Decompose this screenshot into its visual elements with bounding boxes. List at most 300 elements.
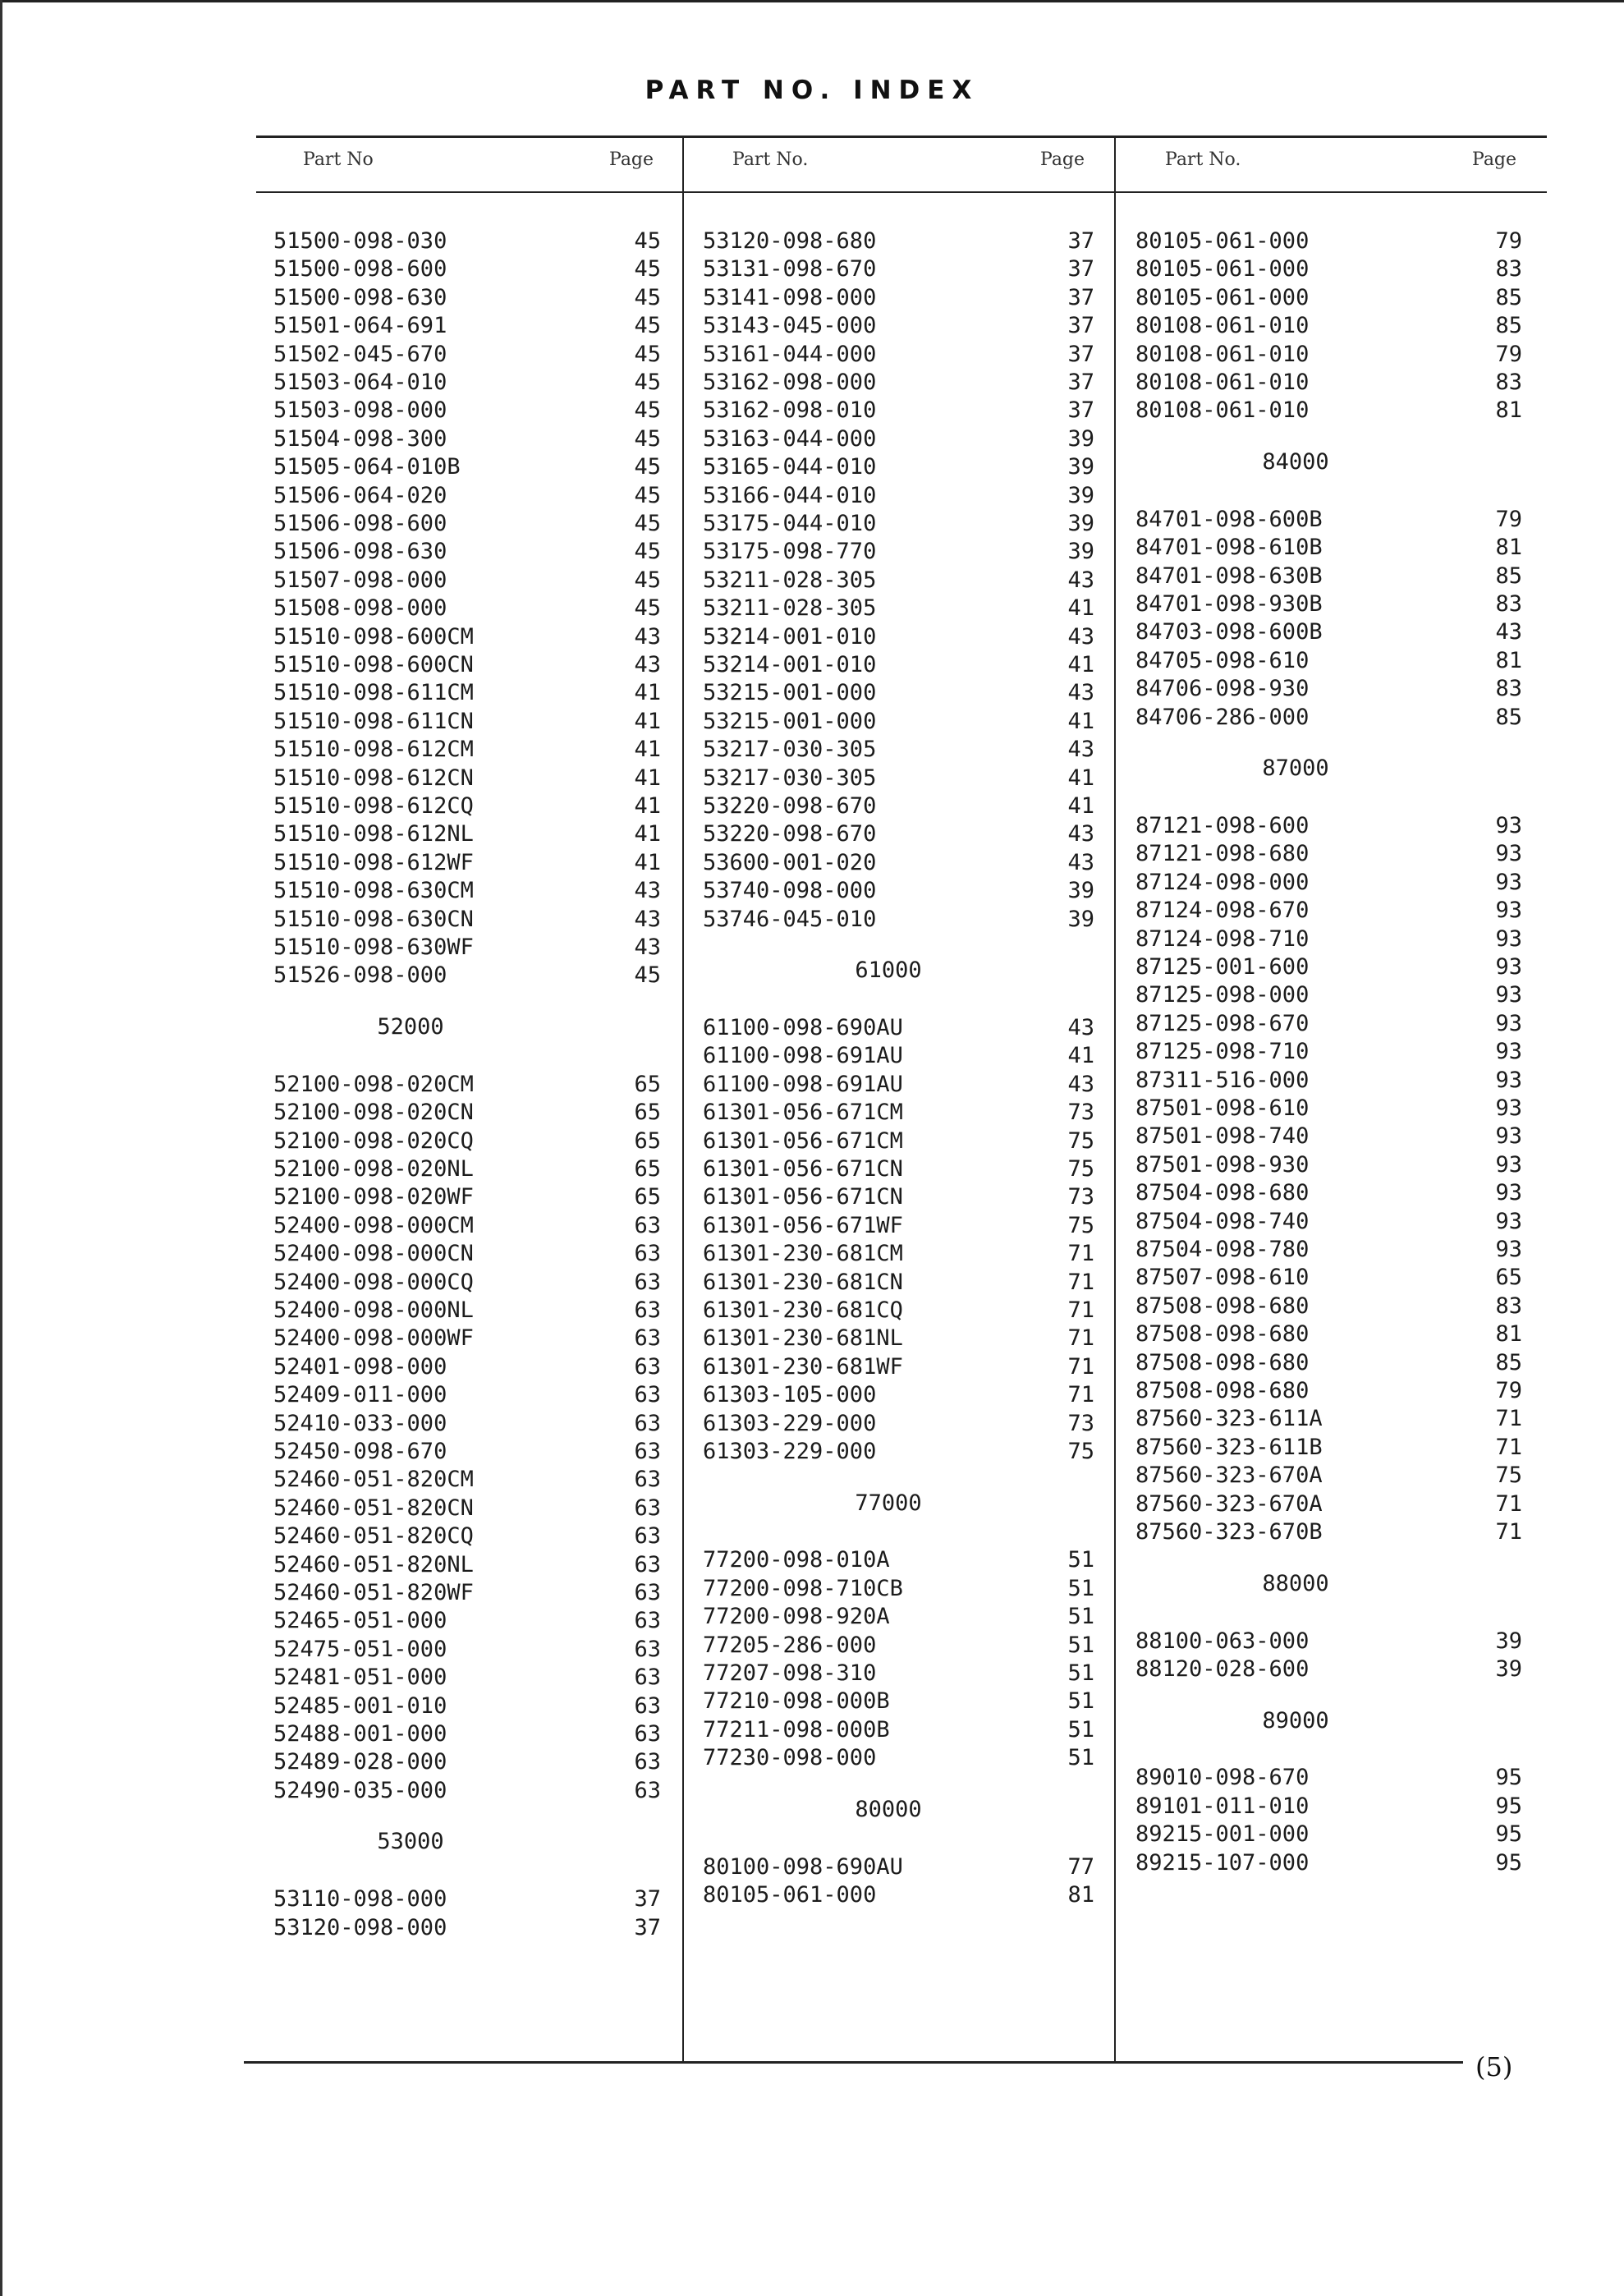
index-entry [273, 792, 661, 820]
part-number: 77207-098-310 [703, 1660, 877, 1687]
page-reference: 71 [1495, 1490, 1522, 1517]
part-number: 87560-323-670A [1135, 1490, 1323, 1517]
page-reference: 95 [1495, 1793, 1522, 1819]
page-reference: 63 [634, 1495, 661, 1521]
part-number: 53215-001-000 [703, 708, 877, 734]
part-number: 52450-098-670 [273, 1439, 447, 1465]
part-number: 61100-098-691AU [703, 1043, 903, 1069]
index-entry [703, 482, 1094, 510]
index-entry [1135, 981, 1522, 1009]
index-entry [1135, 1462, 1522, 1490]
index-entry [273, 1914, 661, 1942]
part-number: 77230-098-000 [703, 1745, 877, 1771]
part-number: 53162-098-010 [703, 397, 877, 424]
part-number: 88120-028-600 [1135, 1655, 1310, 1682]
header-top-rule [256, 135, 1547, 138]
part-number: 52400-098-000WF [273, 1325, 474, 1352]
page-reference: 77 [1067, 1853, 1094, 1880]
part-number: 80108-061-010 [1135, 313, 1310, 339]
part-number: 87560-323-611B [1135, 1434, 1323, 1460]
part-number: 53740-098-000 [703, 878, 877, 904]
index-entry [1135, 1179, 1522, 1207]
page-reference: 63 [634, 1523, 661, 1550]
page-reference: 45 [634, 397, 661, 424]
page-reference: 93 [1495, 1067, 1522, 1093]
part-number: 87125-001-600 [1135, 954, 1310, 980]
part-number: 61303-229-000 [703, 1439, 877, 1465]
index-entry [273, 1438, 661, 1466]
page-reference: 79 [1495, 506, 1522, 532]
page-reference: 81 [1495, 397, 1522, 424]
part-number: 61301-056-671CM [703, 1100, 903, 1126]
part-number: 87125-098-710 [1135, 1039, 1310, 1065]
page-reference: 73 [1067, 1410, 1094, 1436]
part-number: 51510-098-612NL [273, 821, 474, 847]
part-number: 51500-098-630 [273, 284, 447, 310]
part-number: 51510-098-611CM [273, 680, 474, 706]
part-number: 53120-098-000 [273, 1914, 447, 1940]
part-number: 87124-098-670 [1135, 898, 1310, 924]
index-entry [703, 906, 1094, 934]
index-entry [273, 1325, 661, 1352]
page-reference: 75 [1067, 1212, 1094, 1238]
page-reference: 39 [1067, 878, 1094, 904]
page-reference: 73 [1067, 1100, 1094, 1126]
part-number: 61301-056-671CN [703, 1184, 903, 1210]
index-entry [273, 1155, 661, 1183]
index-entry [703, 1014, 1094, 1042]
part-number: 51503-098-000 [273, 397, 447, 424]
page-reference: 43 [634, 934, 661, 960]
page-reference: 95 [1495, 1765, 1522, 1791]
part-number: 52400-098-000CM [273, 1212, 474, 1238]
page-reference: 39 [1495, 1655, 1522, 1682]
index-entry [1135, 1123, 1522, 1150]
index-entry [273, 397, 661, 425]
index-entry [1135, 1628, 1522, 1655]
part-number: 53211-028-305 [703, 595, 877, 622]
section-heading: 84000 [1262, 449, 1329, 475]
page-reference: 63 [634, 1297, 661, 1324]
part-number: 53141-098-000 [703, 284, 877, 310]
page-reference: 93 [1495, 1095, 1522, 1122]
part-number: 84705-098-610 [1135, 647, 1310, 673]
index-entry [273, 1099, 661, 1127]
page-reference: 45 [634, 567, 661, 593]
index-entry [273, 341, 661, 369]
page-reference: 85 [1495, 313, 1522, 339]
page-reference: 93 [1495, 1180, 1522, 1206]
part-number: 87125-098-000 [1135, 982, 1310, 1008]
part-number: 80108-061-010 [1135, 341, 1310, 367]
index-entry [703, 1660, 1094, 1688]
index-entry [273, 1269, 661, 1297]
page-reference: 75 [1067, 1127, 1094, 1154]
part-number: 52460-051-820CQ [273, 1523, 474, 1550]
part-number: 52460-051-820CN [273, 1495, 474, 1521]
part-number: 52481-051-000 [273, 1665, 447, 1691]
page-reference: 93 [1495, 1123, 1522, 1150]
page-reference: 65 [634, 1184, 661, 1210]
page-reference: 51 [1067, 1547, 1094, 1573]
part-number: 51506-064-020 [273, 482, 447, 508]
page-reference: 83 [1495, 1293, 1522, 1319]
part-number: 80108-061-010 [1135, 370, 1310, 395]
column-header-part-no: Part No [303, 149, 374, 170]
part-number: 53220-098-670 [703, 793, 877, 819]
part-number: 87508-098-680 [1135, 1349, 1310, 1375]
column-header-page: Page [609, 149, 654, 170]
page-reference: 81 [1495, 647, 1522, 673]
part-number: 51503-064-010 [273, 370, 447, 395]
part-number: 61303-105-000 [703, 1382, 877, 1408]
page-reference: 45 [634, 341, 661, 367]
part-number: 52100-098-020NL [273, 1156, 474, 1182]
part-number: 84701-098-610B [1135, 535, 1323, 561]
part-number: 61301-230-681CN [703, 1269, 903, 1295]
part-number: 52475-051-000 [273, 1636, 447, 1662]
index-entry [703, 453, 1094, 481]
index-entry [703, 1183, 1094, 1211]
part-number: 77200-098-010A [703, 1547, 890, 1573]
column-header-page: Page [1040, 149, 1085, 170]
page-reference: 45 [634, 482, 661, 508]
index-entry [1135, 563, 1522, 590]
index-entry [273, 708, 661, 736]
page-reference: 41 [1067, 793, 1094, 819]
index-entry [273, 567, 661, 595]
part-number: 77211-098-000B [703, 1716, 890, 1743]
index-entry [703, 736, 1094, 764]
index-entry [1135, 369, 1522, 397]
index-entry [703, 1632, 1094, 1660]
page-reference: 83 [1495, 256, 1522, 282]
part-number: 53214-001-010 [703, 652, 877, 677]
index-entry [273, 1127, 661, 1155]
index-entry [273, 1212, 661, 1240]
page-reference: 63 [634, 1325, 661, 1352]
page-reference: 93 [1495, 1237, 1522, 1263]
index-entry [703, 255, 1094, 283]
index-entry [703, 1240, 1094, 1268]
page-reference: 39 [1067, 906, 1094, 932]
page-reference: 51 [1067, 1688, 1094, 1715]
part-number: 87501-098-610 [1135, 1095, 1310, 1122]
page-reference: 37 [634, 1886, 661, 1913]
page-reference: 37 [1067, 341, 1094, 367]
page-reference: 41 [634, 765, 661, 791]
index-entry [1135, 227, 1522, 255]
index-entry [1135, 1010, 1522, 1038]
page-reference: 43 [634, 906, 661, 932]
index-entry [1135, 1405, 1522, 1433]
page-reference: 45 [634, 539, 661, 565]
part-number: 52100-098-020CQ [273, 1127, 474, 1154]
part-number: 87121-098-680 [1135, 841, 1310, 867]
index-entry [703, 1546, 1094, 1574]
index-entry [703, 1325, 1094, 1352]
page-reference: 37 [1067, 256, 1094, 282]
page-reference: 45 [634, 228, 661, 254]
page-reference: 79 [1495, 228, 1522, 254]
part-number: 52400-098-000NL [273, 1297, 474, 1324]
index-entry [1135, 1264, 1522, 1292]
part-number: 51526-098-000 [273, 962, 447, 989]
page-reference: 85 [1495, 704, 1522, 730]
index-entry [1135, 1151, 1522, 1179]
index-entry [703, 1127, 1094, 1155]
part-number: 52460-051-820WF [273, 1580, 474, 1606]
part-number: 52465-051-000 [273, 1608, 447, 1634]
part-number: 52485-001-010 [273, 1692, 447, 1719]
index-entry [1135, 284, 1522, 312]
index-entry [273, 1183, 661, 1211]
page-reference: 43 [1067, 737, 1094, 763]
index-entry [703, 708, 1094, 736]
section-heading: 61000 [855, 957, 922, 984]
part-number: 53215-001-000 [703, 680, 877, 706]
index-entry [703, 1212, 1094, 1240]
page-reference: 93 [1495, 869, 1522, 895]
index-entry [273, 1297, 661, 1325]
index-entry [1135, 869, 1522, 897]
index-entry [273, 1522, 661, 1550]
part-number: 51507-098-000 [273, 567, 447, 593]
part-number: 87125-098-670 [1135, 1010, 1310, 1036]
index-entry [273, 1551, 661, 1579]
page-reference: 43 [1067, 821, 1094, 847]
index-entry [1135, 397, 1522, 425]
part-number: 61301-056-671WF [703, 1212, 903, 1238]
index-entry [1135, 341, 1522, 369]
section-heading: 77000 [855, 1490, 922, 1516]
part-number: 52401-098-000 [273, 1353, 447, 1380]
part-number: 52400-098-000CQ [273, 1269, 474, 1295]
page-reference: 45 [634, 962, 661, 989]
index-entry [1135, 897, 1522, 925]
page-reference: 63 [634, 1382, 661, 1408]
page-reference: 43 [1067, 1015, 1094, 1041]
page-reference: 41 [634, 708, 661, 734]
page-reference: 39 [1067, 511, 1094, 536]
page-reference: 95 [1495, 1821, 1522, 1848]
part-number: 51510-098-612CN [273, 765, 474, 791]
page-reference: 43 [1067, 623, 1094, 650]
part-number: 52410-033-000 [273, 1410, 447, 1436]
page-reference: 75 [1495, 1463, 1522, 1489]
index-entry [273, 962, 661, 990]
page-reference: 63 [634, 1212, 661, 1238]
part-number: 53120-098-680 [703, 228, 877, 254]
index-entry [703, 623, 1094, 651]
index-entry [1135, 1377, 1522, 1405]
index-entry [703, 1071, 1094, 1099]
part-number: 52490-035-000 [273, 1777, 447, 1803]
index-entry [703, 651, 1094, 679]
index-entry [703, 510, 1094, 538]
part-number: 87508-098-680 [1135, 1321, 1310, 1348]
page-reference: 39 [1495, 1628, 1522, 1654]
part-number: 52409-011-000 [273, 1382, 447, 1408]
index-entry [703, 1297, 1094, 1325]
part-number: 53217-030-305 [703, 765, 877, 791]
part-number: 87124-098-000 [1135, 869, 1310, 895]
section-heading: 89000 [1262, 1707, 1329, 1733]
page-reference: 65 [1495, 1265, 1522, 1291]
index-entry [273, 1495, 661, 1522]
index-entry [703, 397, 1094, 425]
part-number: 51510-098-630CM [273, 878, 474, 904]
part-number: 61100-098-690AU [703, 1015, 903, 1041]
page-reference: 43 [1067, 849, 1094, 875]
page-reference: 81 [1495, 1321, 1522, 1348]
index-entry [703, 1688, 1094, 1715]
index-entry [703, 792, 1094, 820]
page-reference: 41 [1067, 708, 1094, 734]
index-entry [703, 1853, 1094, 1881]
page-reference: 43 [1495, 619, 1522, 645]
part-number: 51510-098-611CN [273, 708, 474, 734]
page-reference: 93 [1495, 925, 1522, 952]
page-reference: 51 [1067, 1575, 1094, 1601]
index-entry [273, 425, 661, 453]
page-title: PART NO. INDEX [645, 76, 979, 105]
page-reference: 39 [1067, 425, 1094, 452]
index-entry [703, 369, 1094, 397]
column-header-part-no: Part No. [732, 149, 809, 170]
part-number: 51510-098-630CN [273, 906, 474, 932]
page-left-edge [0, 0, 2, 2296]
index-entry [1135, 534, 1522, 562]
part-number: 52400-098-000CN [273, 1241, 474, 1267]
page-reference: 45 [634, 370, 661, 395]
part-number: 52100-098-020CN [273, 1100, 474, 1126]
index-entry [1135, 1764, 1522, 1792]
part-number: 80105-061-000 [1135, 284, 1310, 310]
page-reference: 45 [634, 454, 661, 480]
index-entry [1135, 1434, 1522, 1462]
page-reference: 43 [634, 878, 661, 904]
page-reference: 71 [1067, 1382, 1094, 1408]
page-reference: 95 [1495, 1849, 1522, 1876]
part-number: 51508-098-000 [273, 595, 447, 622]
index-entry [273, 1777, 661, 1805]
section-heading: 52000 [377, 1014, 444, 1040]
part-number: 87504-098-780 [1135, 1237, 1310, 1263]
part-number: 61301-230-681CQ [703, 1297, 903, 1324]
part-number: 84701-098-600B [1135, 506, 1323, 532]
page-reference: 43 [1067, 680, 1094, 706]
index-entry [703, 1353, 1094, 1381]
page-reference: 71 [1067, 1241, 1094, 1267]
index-entry [273, 1636, 661, 1664]
index-entry [703, 567, 1094, 595]
page-reference: 71 [1495, 1406, 1522, 1432]
page-reference: 41 [634, 821, 661, 847]
page-reference: 37 [1067, 313, 1094, 339]
part-number: 51506-098-600 [273, 511, 447, 536]
index-entry [1135, 1849, 1522, 1877]
index-entry [1135, 1490, 1522, 1518]
part-number: 61301-056-671CN [703, 1156, 903, 1182]
index-entry [273, 453, 661, 481]
index-entry [1135, 704, 1522, 732]
part-number: 61301-230-681WF [703, 1353, 903, 1380]
part-number: 53220-098-670 [703, 821, 877, 847]
page-reference: 41 [1067, 595, 1094, 622]
part-number: 51502-045-670 [273, 341, 447, 367]
index-entry [1135, 925, 1522, 953]
part-number: 51510-098-630WF [273, 934, 474, 960]
part-number: 53746-045-010 [703, 906, 877, 932]
page-reference: 85 [1495, 284, 1522, 310]
index-entry [273, 1748, 661, 1776]
page-reference: 45 [634, 595, 661, 622]
header-bottom-rule [256, 191, 1547, 193]
index-entry [1135, 1293, 1522, 1320]
part-number: 84703-098-600B [1135, 619, 1323, 645]
part-number: 52100-098-020WF [273, 1184, 474, 1210]
index-entry [1135, 618, 1522, 646]
part-number: 87504-098-740 [1135, 1208, 1310, 1234]
part-number: 87311-516-000 [1135, 1067, 1310, 1093]
index-entry [273, 284, 661, 312]
page-reference: 93 [1495, 1151, 1522, 1178]
page-reference: 39 [1067, 454, 1094, 480]
index-entry [1135, 675, 1522, 703]
page-reference: 51 [1067, 1660, 1094, 1687]
part-number: 80105-061-000 [1135, 228, 1310, 254]
part-number: 52460-051-820CM [273, 1467, 474, 1493]
part-number: 89101-011-010 [1135, 1793, 1310, 1819]
part-number: 80108-061-010 [1135, 397, 1310, 424]
index-entry [703, 1042, 1094, 1070]
page-reference: 63 [634, 1551, 661, 1577]
part-number: 53217-030-305 [703, 737, 877, 763]
index-entry [273, 1381, 661, 1409]
page-reference: 65 [634, 1071, 661, 1097]
index-entry [273, 369, 661, 397]
part-number: 53175-044-010 [703, 511, 877, 536]
index-entry [273, 510, 661, 538]
index-entry [273, 482, 661, 510]
page-reference: 63 [634, 1608, 661, 1634]
page-reference: 51 [1067, 1604, 1094, 1630]
page-reference: 71 [1067, 1297, 1094, 1324]
page-reference: 43 [1067, 1071, 1094, 1097]
part-number: 53175-098-770 [703, 539, 877, 565]
page-reference: 79 [1495, 1378, 1522, 1404]
page-reference: 75 [1067, 1439, 1094, 1465]
index-entry [1135, 312, 1522, 340]
index-entry [273, 679, 661, 707]
index-entry [703, 1099, 1094, 1127]
index-entry [1135, 840, 1522, 868]
index-entry [273, 820, 661, 848]
index-entry [273, 934, 661, 962]
index-entry [703, 1438, 1094, 1466]
page-reference: 41 [1067, 652, 1094, 677]
page-reference: 93 [1495, 1208, 1522, 1234]
part-number: 51510-098-600CM [273, 623, 474, 650]
index-entry [1135, 1793, 1522, 1821]
page-reference: 63 [634, 1353, 661, 1380]
page-reference: 41 [634, 680, 661, 706]
page-reference: 63 [634, 1241, 661, 1267]
part-number: 51504-098-300 [273, 425, 447, 452]
page-reference: 71 [1495, 1519, 1522, 1545]
index-entry [273, 1071, 661, 1099]
